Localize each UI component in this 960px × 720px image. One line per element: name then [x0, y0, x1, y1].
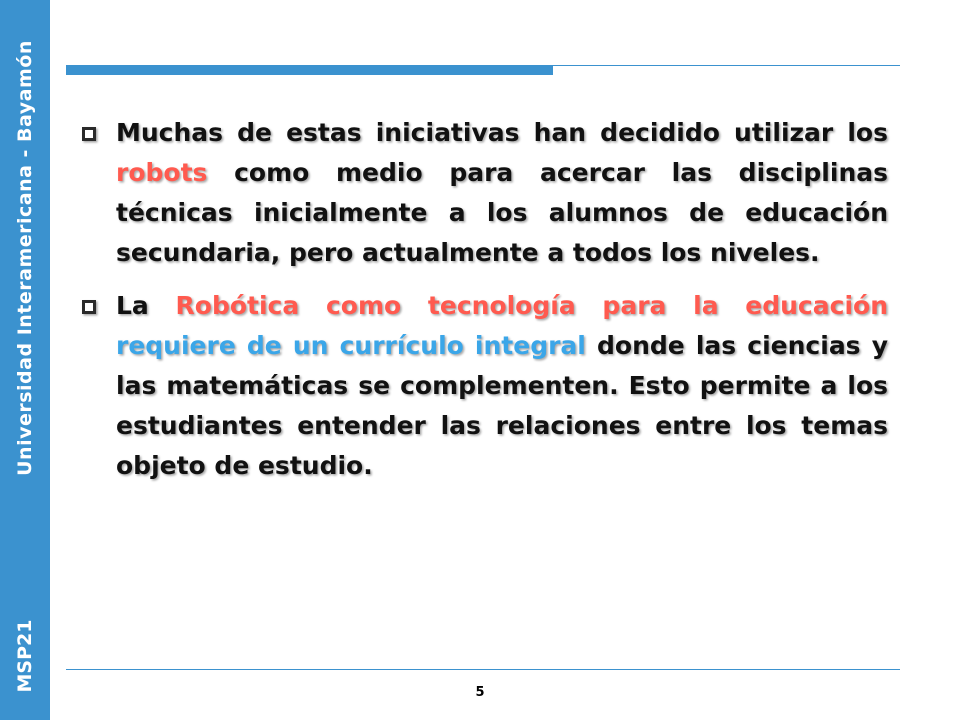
bullet2-highlight-red: Robótica como tecnología para la educación — [175, 291, 888, 320]
institution-name: Universidad Interamericana - Bayamón — [14, 40, 36, 476]
page-number: 5 — [475, 685, 485, 700]
course-code: MSP21 — [14, 619, 36, 693]
square-bullet-icon — [82, 300, 96, 314]
bullet2-text-part2: donde las ciencias y las matemáticas se complementen. Esto permite a los estudiantes entender las relaciones entre los temas objeto de estudio. — [116, 331, 888, 480]
bullet1-text-part1: Muchas de estas iniciativas han decidido utilizar los — [116, 118, 888, 147]
bullet-item-1 — [82, 113, 888, 273]
bullet1-highlight-robots: robots — [116, 158, 208, 187]
bullet2-highlight-blue: requiere de un currículo integral — [116, 331, 586, 360]
bullet1-text-part2: como medio para acercar las disciplinas técnicas inicialmente a los alumnos de educación secundaria, pero actualmente a todos los niveles. — [116, 158, 888, 267]
header-bar-thin — [553, 65, 900, 66]
bullet-item-2 — [82, 286, 888, 486]
footer-line — [66, 669, 900, 670]
sidebar-band — [0, 0, 50, 720]
header-bar-thick — [66, 65, 553, 75]
square-bullet-icon — [82, 127, 96, 141]
bullet2-text-part1: La — [116, 291, 176, 320]
slide-content — [82, 113, 888, 499]
